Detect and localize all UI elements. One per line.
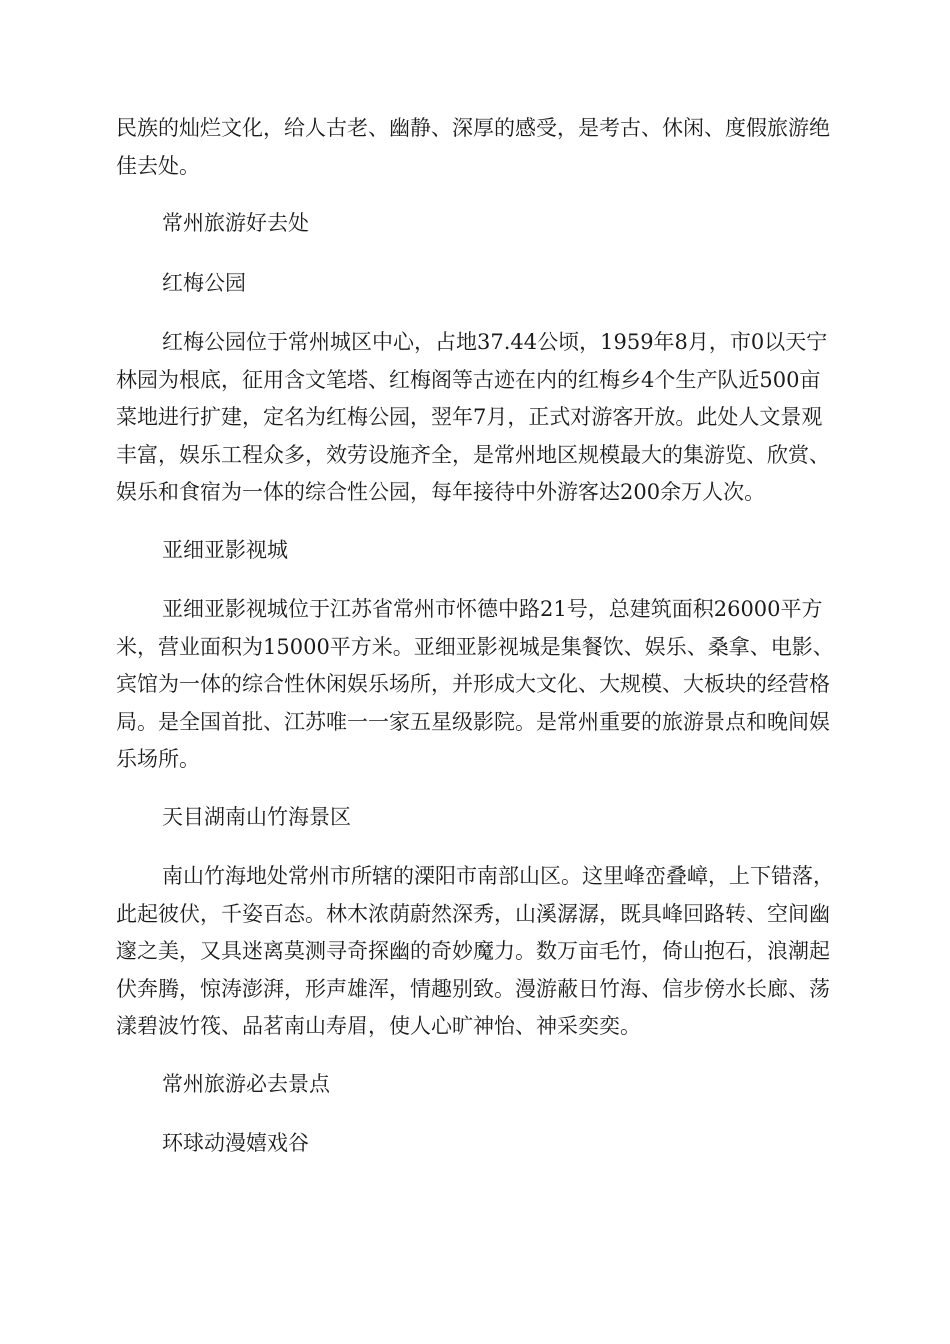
document-page bbox=[116, 110, 834, 1185]
paragraph-intro-continuation: 民族的灿烂文化，给人古老、幽静、深厚的感受，是考古、休闲、度假旅游绝佳去处。 bbox=[116, 116, 830, 178]
section-heading-must-visit: 常州旅游必去景点 bbox=[162, 1071, 330, 1096]
paragraph-asia-film-city: 亚细亚影视城位于江苏省常州市怀德中路21号，总建筑面积26000平方米，营业面积为15000平方米。亚细亚影视城是集餐饮、娱乐、桑拿、电影、宾馆为一体的综合性休闲娱乐场所，并形成大文化、大规模、大板块的经营格局。是全国首批、江苏唯一一家五星级影院。是常州重要的旅游景点和晚间娱乐场所。 bbox=[116, 597, 834, 771]
paragraph-hongmei-park: 红梅公园位于常州城区中心，占地37.44公顷，1959年8月，市0以天宁林园为根底，征用含文笔塔、红梅阁等古迹在内的红梅乡4个生产队近500亩菜地进行扩建，定名为红梅公园，翌年7月，正式对游客开放。此处人文景观丰富，娱乐工程众多，效劳设施齐全，是常州地区规模最大的集游览、欣赏、娱乐和食宿为一体的综合性公园，每年接待中外游客达200余万人次。 bbox=[116, 330, 830, 504]
paragraph-nanshan-bamboo-sea: 南山竹海地处常州市所辖的溧阳市南部山区。这里峰峦叠嶂，上下错落，此起彼伏，千姿百态。林木浓荫蔚然深秀，山溪潺潺，既具峰回路转、空间幽邃之美，又具迷离莫测寻奇探幽的奇妙魔力。数万亩毛竹，倚山抱石，浪潮起伏奔腾，惊涛澎湃，形声雄浑，情趣别致。漫游蔽日竹海、信步傍水长廊、荡漾碧波竹筏、品茗南山寿眉，使人心旷神怡、神采奕奕。 bbox=[116, 864, 834, 1038]
heading-hongmei-park: 红梅公园 bbox=[162, 270, 246, 295]
heading-nanshan-bamboo-sea: 天目湖南山竹海景区 bbox=[162, 804, 351, 829]
heading-asia-film-city: 亚细亚影视城 bbox=[162, 537, 288, 562]
section-heading-good-places: 常州旅游好去处 bbox=[162, 211, 309, 235]
heading-global-animation-park: 环球动漫嬉戏谷 bbox=[162, 1131, 309, 1155]
